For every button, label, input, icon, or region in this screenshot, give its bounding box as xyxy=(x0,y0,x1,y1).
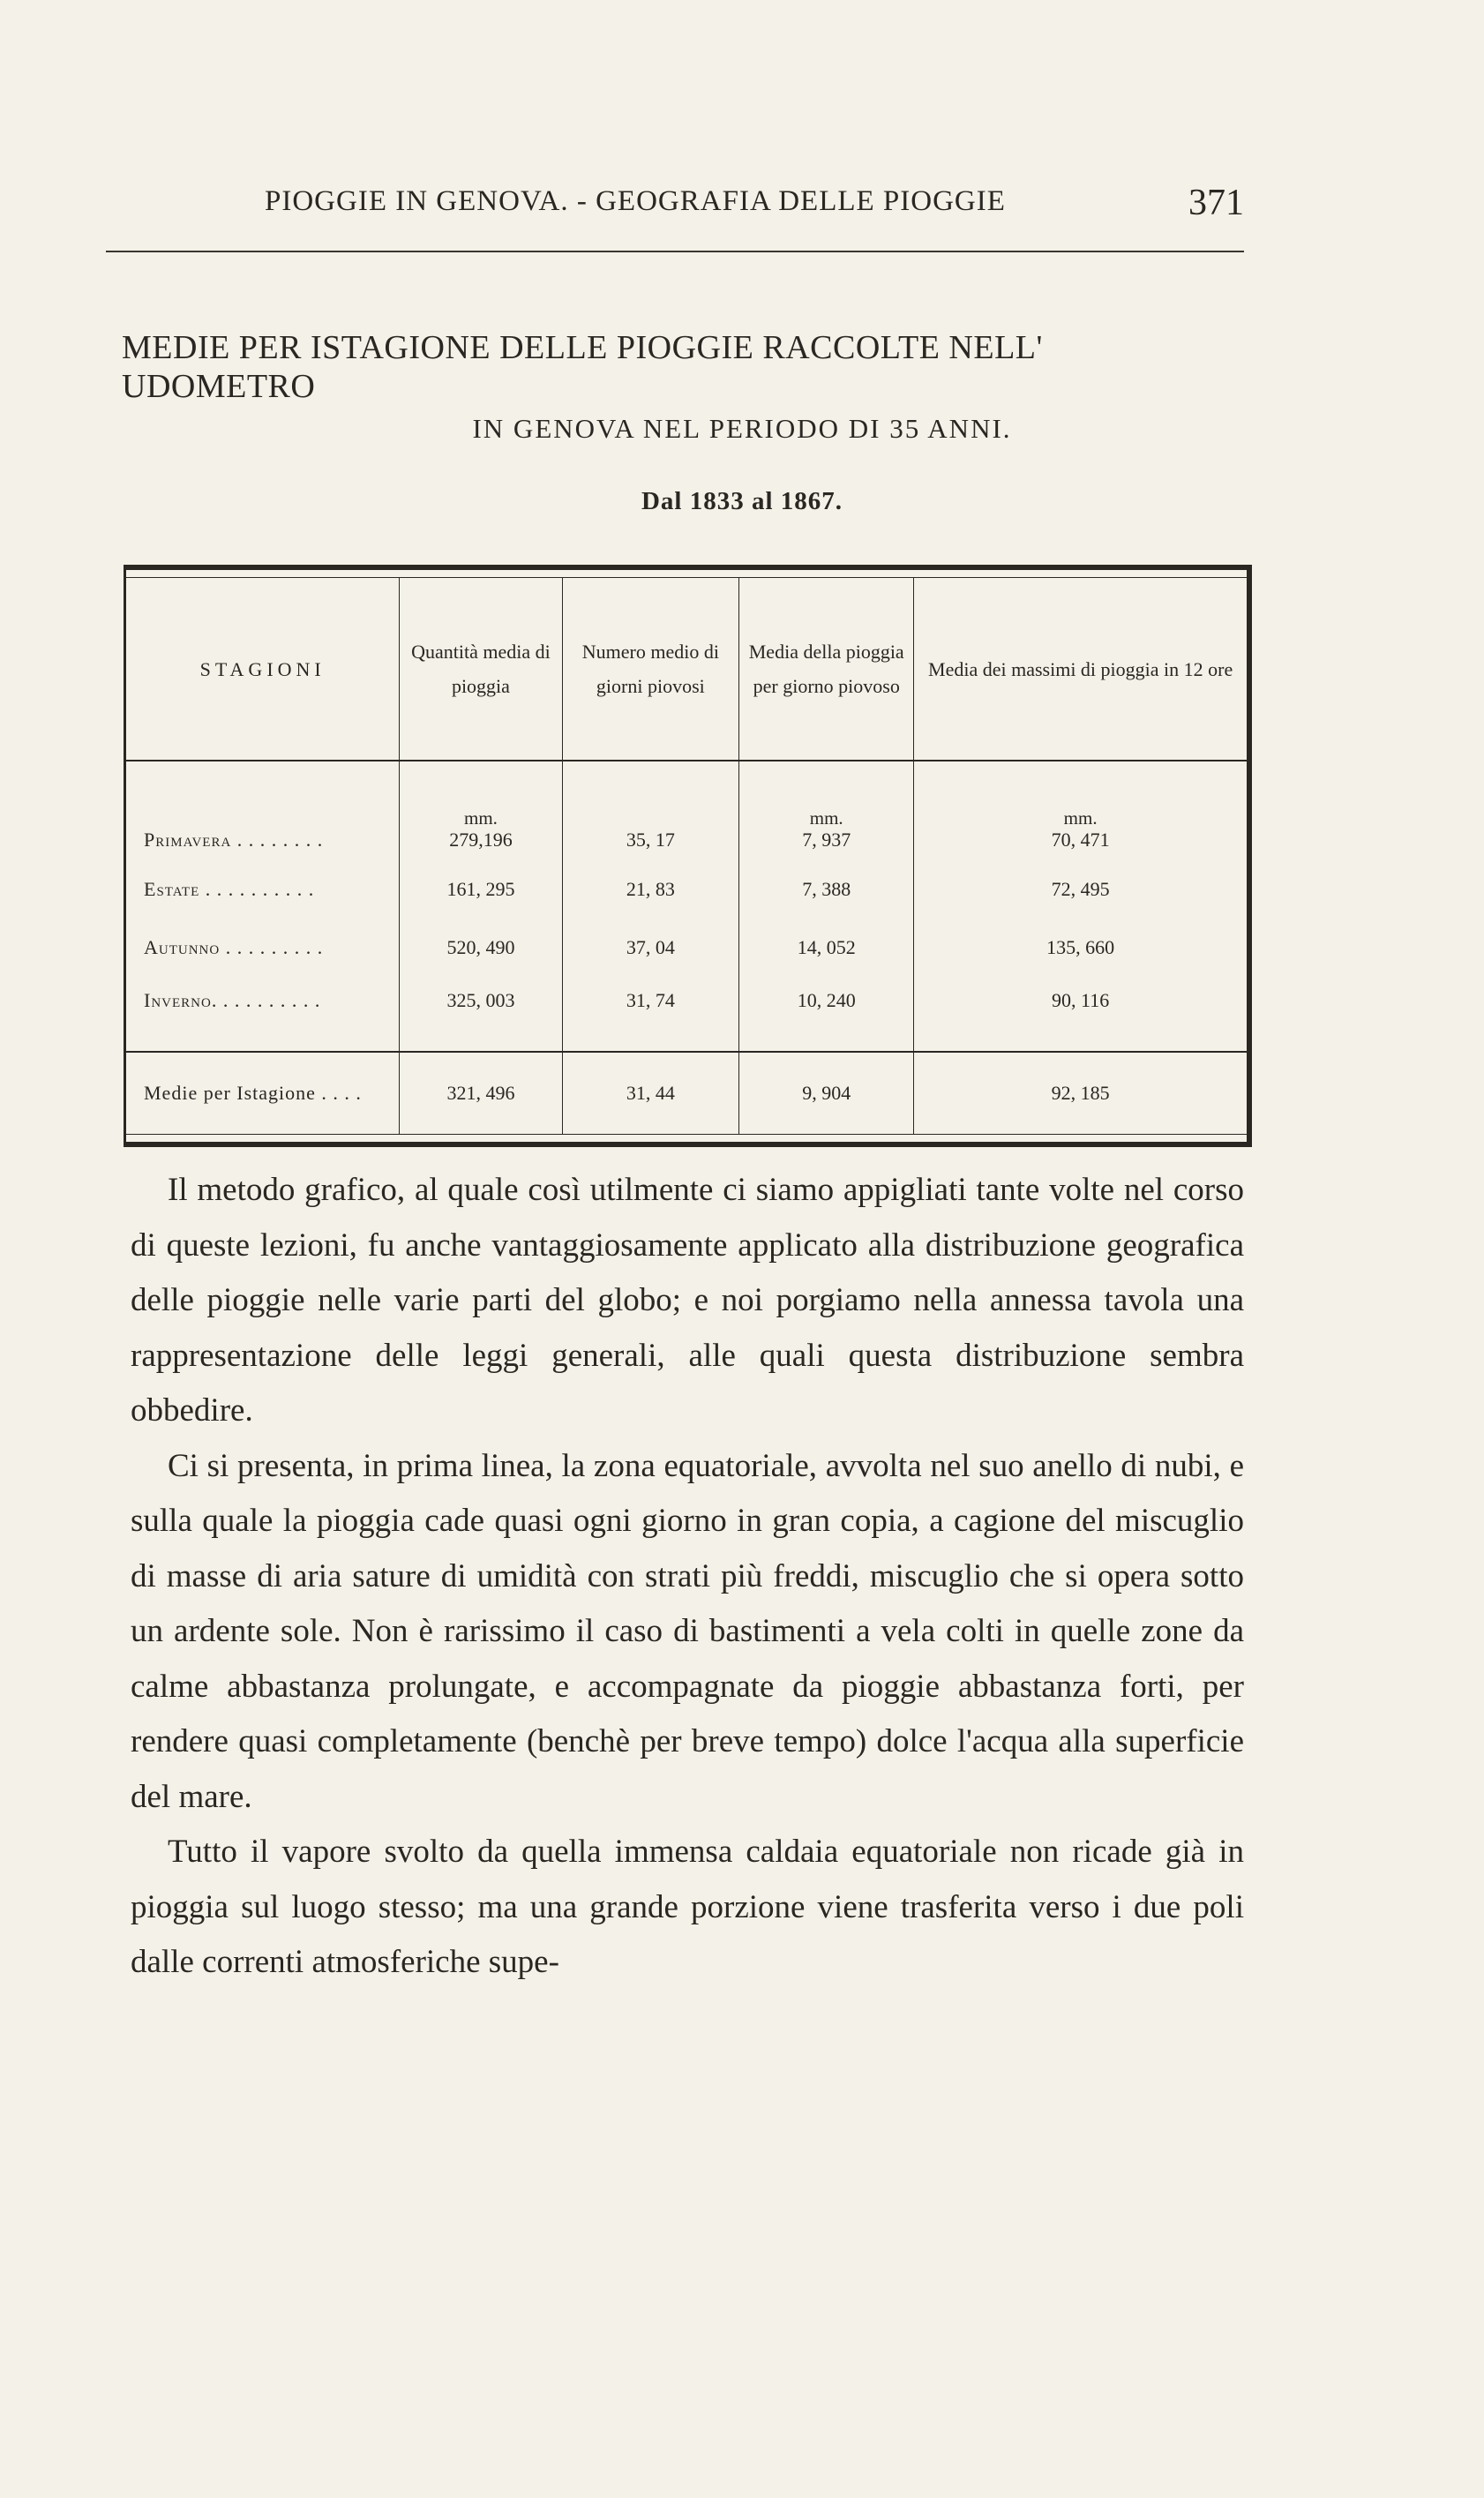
quantity-value: 279,196 xyxy=(449,829,513,851)
table-row xyxy=(126,761,1247,860)
table-row xyxy=(126,977,1247,1052)
table-period: Dal 1833 al 1867. xyxy=(641,487,843,515)
max12-cell: 90, 116 xyxy=(914,977,1247,1052)
paragraph: Tutto il vapore svolto da quella immensa caldaia equatoriale non ricade già in pioggia sul luogo stesso; ma una grande porzione viene trasferita verso i due poli dalle correnti atmosferiche supe- xyxy=(131,1834,1244,1980)
max12-cell: 135, 660 xyxy=(914,919,1247,977)
column-header-per-day: Media della pioggia per giorno piovoso xyxy=(739,578,914,761)
rainfall-table-frame xyxy=(124,565,1252,1147)
table-average-row xyxy=(126,1052,1247,1135)
unit-label: mm. xyxy=(809,807,843,829)
table-row xyxy=(126,919,1247,977)
max12-cell xyxy=(914,761,1247,860)
column-header-max12: Media dei massimi di pioggia in 12 ore xyxy=(914,578,1247,761)
quantity-cell: 520, 490 xyxy=(400,919,562,977)
days-cell: 35, 17 xyxy=(562,761,739,860)
table-header-row xyxy=(126,578,1247,761)
table-row xyxy=(126,860,1247,919)
page-number: 371 xyxy=(1188,183,1244,223)
season-cell: Primavera . . . . . . . . xyxy=(144,829,324,851)
max12-cell: 72, 495 xyxy=(914,860,1247,919)
running-head: PIOGGIE IN GENOVA. - GEOGRAFIA DELLE PIOGGIE xyxy=(265,185,1006,217)
max12-value: 70, 471 xyxy=(1051,829,1110,851)
table-subtitle: IN GENOVA NEL PERIODO DI 35 ANNI. xyxy=(472,413,1012,444)
per-day-cell xyxy=(739,761,914,860)
header-rule xyxy=(106,251,1244,252)
paragraph: Il metodo grafico, al quale così utilmente ci siamo appigliati tante volte nel corso di queste lezioni, fu anche vantaggiosamente applicato alla distribuzione geografica delle pioggie nelle varie parti del globo; e noi porgiamo nella annessa tavola una rappresentazione delle leggi generali, alle quali questa distribuzione sembra obbedire. xyxy=(131,1172,1244,1429)
quantity-cell xyxy=(400,761,562,860)
season-cell: Autunno . . . . . . . . . xyxy=(144,936,324,958)
column-header-quantity: Quantità media di pioggia xyxy=(400,578,562,761)
per-day-value: 7, 937 xyxy=(802,829,851,851)
per-day-cell: 9, 904 xyxy=(739,1052,914,1135)
page-header xyxy=(265,182,1244,226)
days-cell: 21, 83 xyxy=(562,860,739,919)
days-cell: 31, 74 xyxy=(562,977,739,1052)
per-day-cell: 14, 052 xyxy=(739,919,914,977)
table-title: MEDIE PER ISTAGIONE DELLE PIOGGIE RACCOLTE NELL' UDOMETRO xyxy=(122,329,1043,405)
average-label-cell: Medie per Istagione . . . . xyxy=(126,1052,400,1135)
season-cell: Estate . . . . . . . . . . xyxy=(144,878,315,900)
quantity-cell: 161, 295 xyxy=(400,860,562,919)
max12-cell: 92, 185 xyxy=(914,1052,1247,1135)
unit-label: mm. xyxy=(463,807,498,829)
days-cell: 37, 04 xyxy=(562,919,739,977)
body-text xyxy=(131,1163,1244,1991)
per-day-cell: 7, 388 xyxy=(739,860,914,919)
days-cell: 31, 44 xyxy=(562,1052,739,1135)
season-cell: Inverno. . . . . . . . . . xyxy=(144,989,321,1011)
unit-label: mm. xyxy=(1063,807,1098,829)
column-header-seasons: STAGIONI xyxy=(126,578,400,761)
rainfall-table xyxy=(126,577,1247,1135)
paragraph: Ci si presenta, in prima linea, la zona equatoriale, avvolta nel suo anello di nubi, e sulla quale la pioggia cade quasi ogni giorno in gran copia, a cagione del miscuglio di masse di aria sature di umidità con strati più freddi, miscuglio che si opera sotto un ardente sole. Non è rarissimo il caso di bastimenti a vela colti in quelle zone da calme abbastanza prolungate, e accompagnate da pioggie abbastanza forti, per rendere quasi completamente (benchè per breve tempo) dolce l'acqua alla superficie del mare. xyxy=(131,1447,1244,1815)
per-day-cell: 10, 240 xyxy=(739,977,914,1052)
quantity-cell: 325, 003 xyxy=(400,977,562,1052)
quantity-cell: 321, 496 xyxy=(400,1052,562,1135)
column-header-days: Numero medio di giorni piovosi xyxy=(562,578,739,761)
